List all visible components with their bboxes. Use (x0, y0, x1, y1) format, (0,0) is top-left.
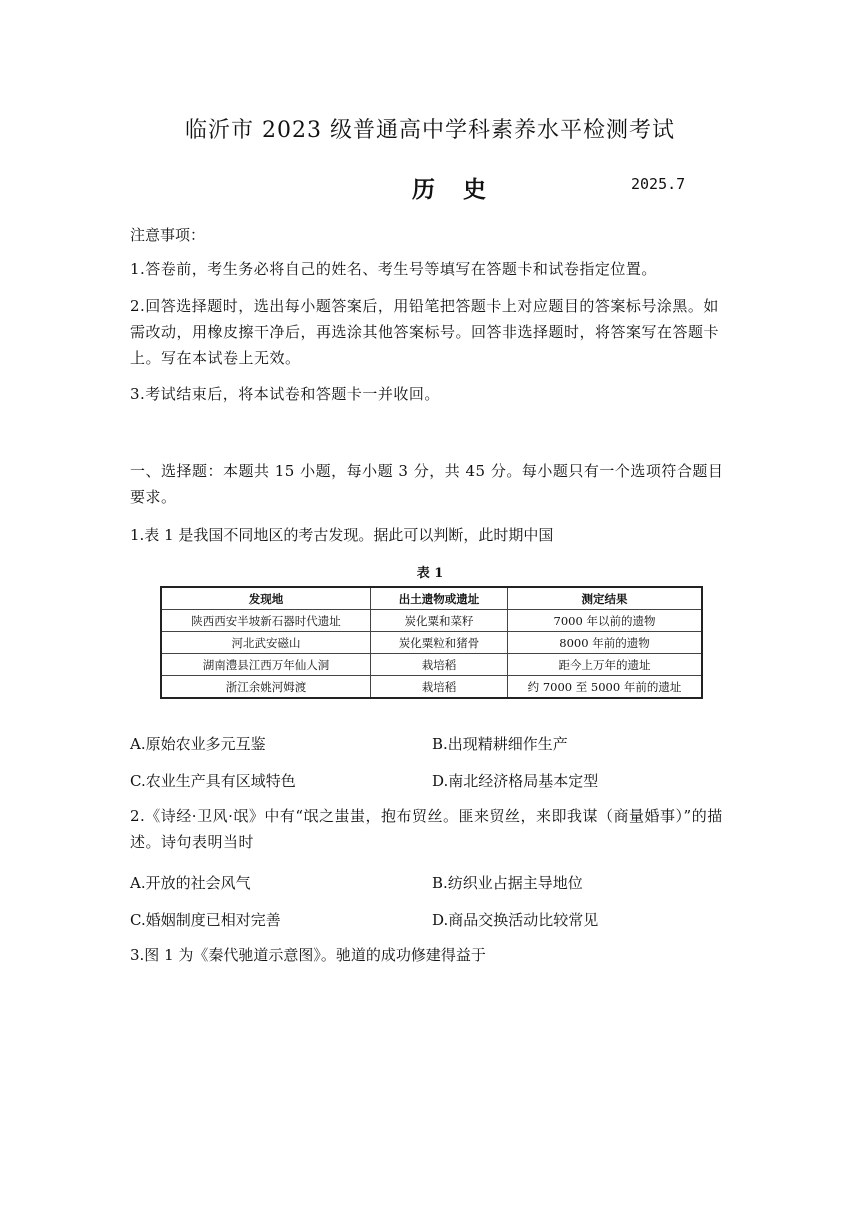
table-cell: 7000 年以前的遗物 (508, 610, 703, 632)
exam-title: 临沂市 2023 级普通高中学科素养水平检测考试 (185, 118, 675, 143)
table-row (161, 676, 702, 699)
column-header: 发现地 (161, 587, 371, 610)
subject-title: 历 史 (412, 176, 497, 203)
table-cell: 河北武安磁山 (161, 632, 371, 654)
answer-option: C.农业生产具有区域特色 (130, 772, 296, 790)
table-cell: 陕西西安半坡新石器时代遗址 (161, 610, 371, 632)
question-3-stem: 3.图 1 为《秦代驰道示意图》。驰道的成功修建得益于 (130, 946, 486, 964)
answer-option: C.婚姻制度已相对完善 (130, 911, 281, 929)
table-cell: 距今上万年的遗址 (508, 654, 703, 676)
question-2-stem: 2.《诗经·卫风·氓》中有“氓之蚩蚩，抱布贸丝。匪来贸丝，来即我谋（商量婚事）”的描述。诗句表明当时 (130, 807, 723, 851)
table-cell: 栽培稻 (371, 676, 508, 699)
notice-heading: 注意事项： (130, 226, 206, 244)
table-cell: 炭化粟粒和猪骨 (371, 632, 508, 654)
table-row (161, 632, 702, 654)
table-cell: 8000 年前的遗物 (508, 632, 703, 654)
notice-item: 2.回答选择题时，选出每小题答案后，用铅笔把答题卡上对应题目的答案标号涂黑。如需改动，用橡皮擦干净后，再选涂其他答案标号。回答非选择题时，将答案写在答题卡上。写在本试卷上无效。 (130, 297, 720, 367)
column-header: 出土遗物或遗址 (371, 587, 508, 610)
table-header-row (161, 587, 702, 610)
table-cell: 栽培稻 (371, 654, 508, 676)
table-cell: 浙江余姚河姆渡 (161, 676, 371, 699)
answer-option: D.南北经济格局基本定型 (432, 772, 599, 790)
table-cell: 约 7000 至 5000 年前的遗址 (508, 676, 703, 699)
answer-option: D.商品交换活动比较常见 (432, 911, 599, 929)
exam-date: 2025.7 (631, 175, 686, 193)
answer-option: B.出现精耕细作生产 (432, 735, 568, 753)
notice-item: 3.考试结束后，将本试卷和答题卡一并收回。 (130, 385, 440, 403)
section-intro: 一、选择题：本题共 15 小题，每小题 3 分，共 45 分。每小题只有一个选项符合题目要求。 (130, 462, 724, 506)
table-cell: 炭化粟和菜籽 (371, 610, 508, 632)
question-1-stem: 1.表 1 是我国不同地区的考古发现。据此可以判断，此时期中国 (130, 526, 554, 544)
notice-item: 1.答卷前，考生务必将自己的姓名、考生号等填写在答题卡和试卷指定位置。 (130, 260, 657, 278)
answer-option: A.原始农业多元互鉴 (130, 735, 266, 753)
table-row (161, 654, 702, 676)
table-row (161, 610, 702, 632)
archaeology-table (160, 586, 703, 699)
table-caption: 表 1 (416, 566, 444, 581)
column-header: 测定结果 (508, 587, 703, 610)
table-cell: 湖南澧县江西万年仙人洞 (161, 654, 371, 676)
answer-option: A.开放的社会风气 (130, 874, 251, 892)
answer-option: B.纺织业占据主导地位 (432, 874, 583, 892)
